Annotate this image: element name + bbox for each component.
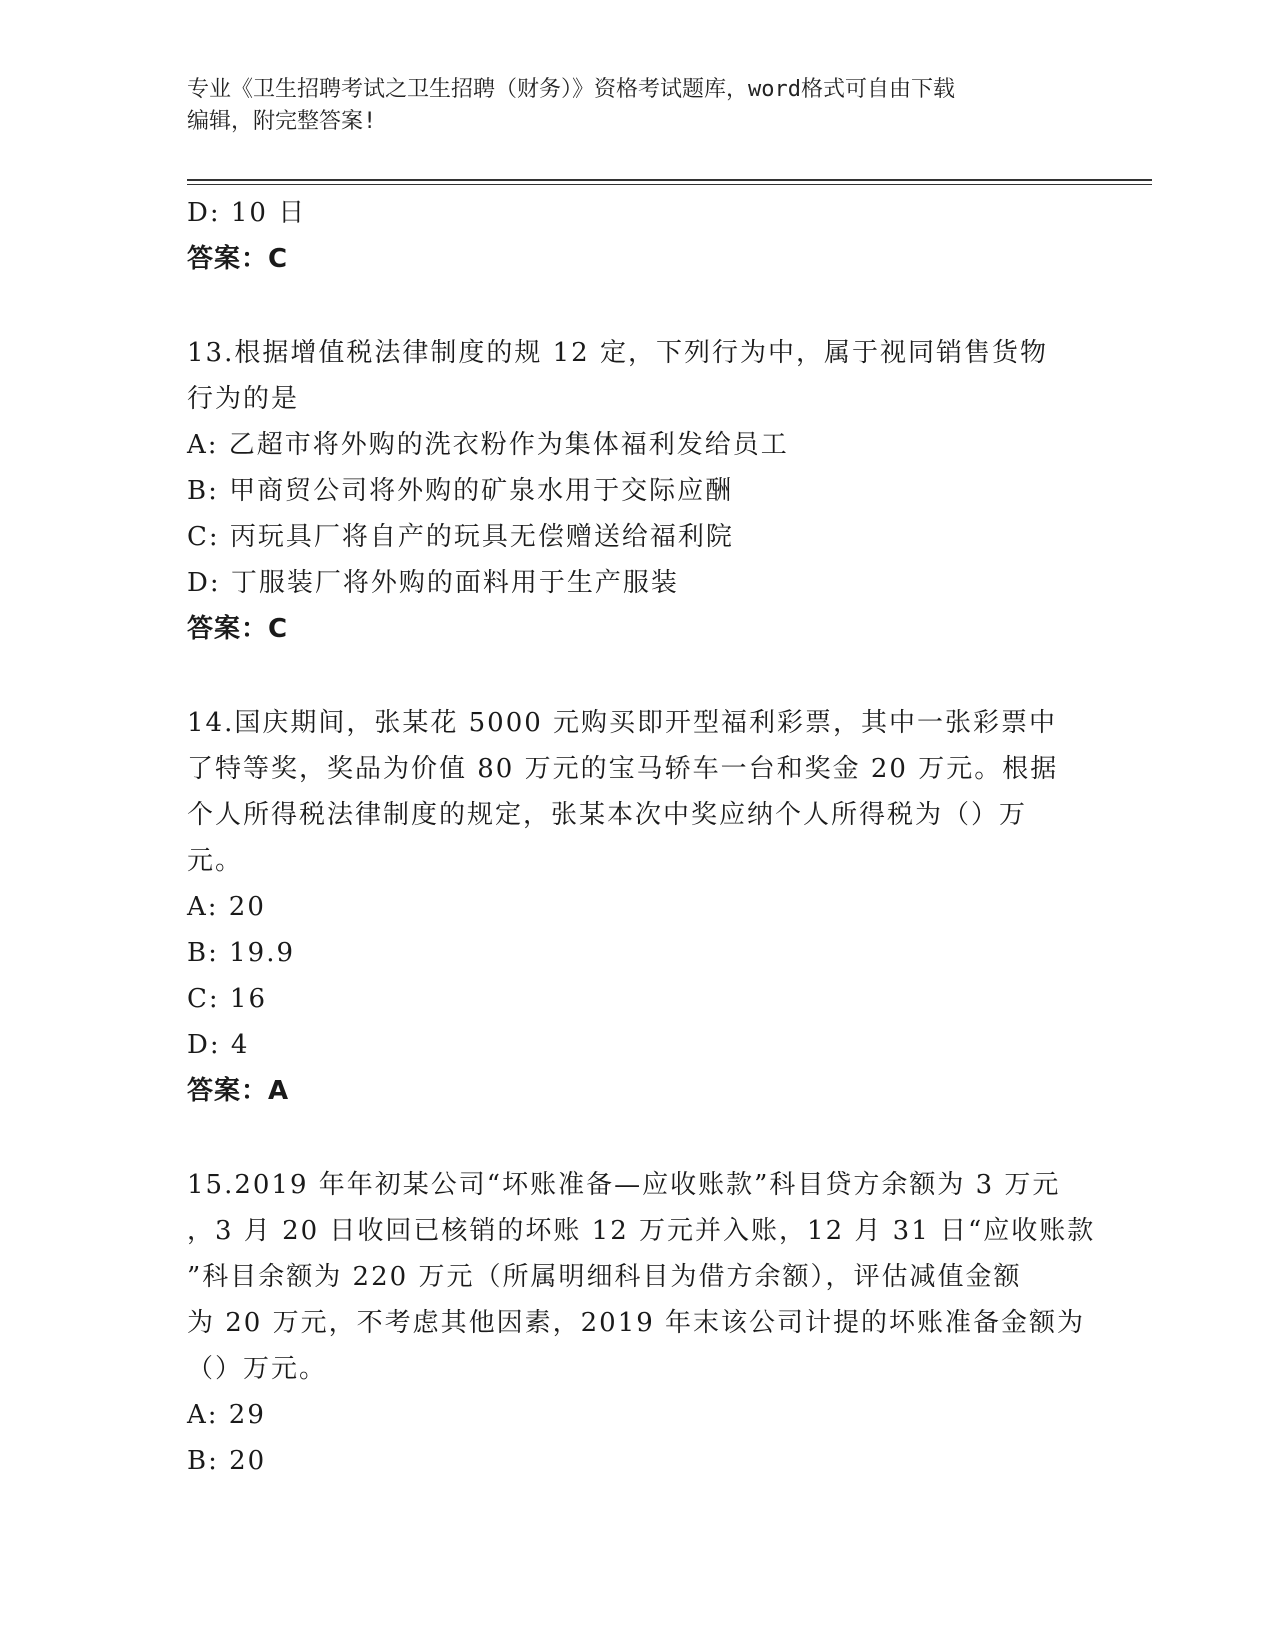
q15-stem-line-5: （）万元。: [187, 1354, 328, 1384]
question-13: [187, 330, 1087, 652]
header-line-1: 专业《卫生招聘考试之卫生招聘（财务）》资格考试题库，word格式可自由下载: [187, 77, 955, 102]
q13-option-d: D: 丁服装厂将外购的面料用于生产服装: [187, 568, 679, 598]
header-line-2: 编辑，附完整答案!: [187, 109, 377, 134]
question-content: [187, 190, 1096, 1484]
q14-stem-line-3: 个人所得税法律制度的规定，张某本次中奖应纳个人所得税为（）万: [187, 800, 1028, 830]
document-header: [187, 74, 1087, 138]
q13-option-c: C: 丙玩具厂将自产的玩具无偿赠送给福利院: [187, 522, 734, 552]
question-14: [187, 700, 1087, 1114]
q15-stem-line-2: ，3 月 20 日收回已核销的坏账 12 万元并入账，12 月 31 日“应收账款: [187, 1216, 1096, 1246]
spacer: [187, 282, 1087, 330]
header-divider-thick: [187, 179, 1152, 181]
q15-option-a: A: 29: [187, 1400, 266, 1430]
q15-option-b: B: 20: [187, 1446, 267, 1476]
q13-stem-line-1: 13.根据增值税法律制度的规 12 定，下列行为中，属于视同销售货物: [187, 338, 1048, 368]
q14-stem-line-1: 14.国庆期间，张某花 5000 元购买即开型福利彩票，其中一张彩票中: [187, 708, 1058, 738]
q15-stem-line-3: ”科目余额为 220 万元（所属明细科目为借方余额），评估减值金额: [187, 1262, 1022, 1292]
q13-answer: 答案：C: [187, 614, 289, 644]
q13-option-a: A: 乙超市将外购的洗衣粉作为集体福利发给员工: [187, 430, 789, 460]
q14-option-d: D: 4: [187, 1030, 250, 1060]
q14-stem-line-2: 了特等奖，奖品为价值 80 万元的宝马轿车一台和奖金 20 万元。根据: [187, 754, 1059, 784]
q14-option-b: B: 19.9: [187, 938, 296, 968]
prev-answer: 答案：C: [187, 244, 289, 274]
q13-option-b: B: 甲商贸公司将外购的矿泉水用于交际应酬: [187, 476, 734, 506]
q14-option-a: A: 20: [187, 892, 266, 922]
prev-option-d: D: 10 日: [187, 198, 307, 228]
q15-stem-line-1: 15.2019 年年初某公司“坏账准备—应收账款”科目贷方余额为 3 万元: [187, 1170, 1061, 1200]
question-15: [187, 1162, 1096, 1484]
header-divider-thin: [187, 184, 1152, 185]
spacer: [187, 1114, 1087, 1162]
q15-stem-line-4: 为 20 万元，不考虑其他因素，2019 年末该公司计提的坏账准备金额为: [187, 1308, 1086, 1338]
q14-option-c: C: 16: [187, 984, 268, 1014]
spacer: [187, 652, 1087, 700]
q14-stem-line-4: 元。: [187, 846, 244, 876]
q13-stem-line-2: 行为的是: [187, 384, 300, 414]
q14-answer: 答案：A: [187, 1076, 290, 1106]
